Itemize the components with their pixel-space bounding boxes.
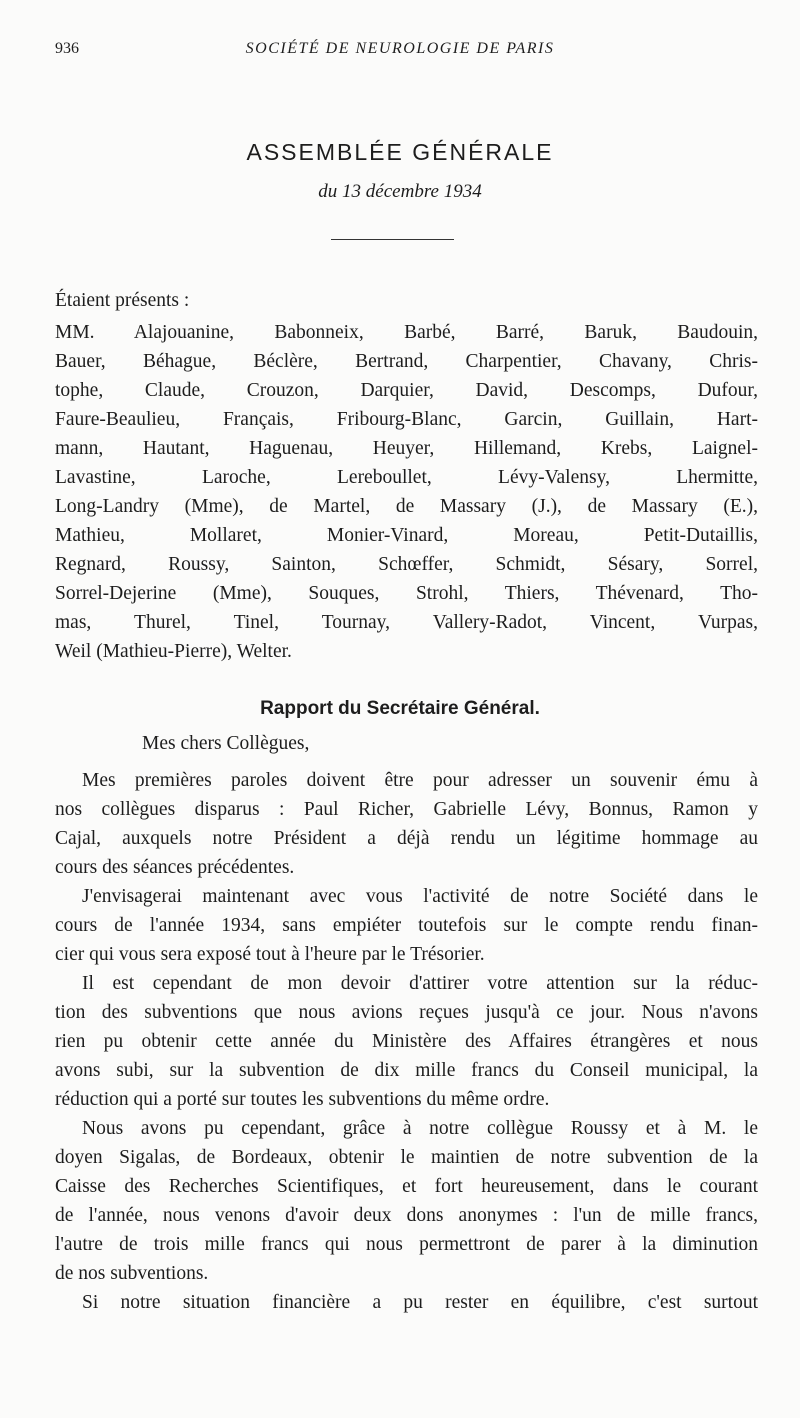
- running-head: [0, 40, 800, 64]
- body-line: tion des subventions que nous avions reçues jusqu'à ce jour. Nous n'avons: [55, 1002, 758, 1023]
- report-body: [55, 766, 758, 1317]
- body-line: cours de l'année 1934, sans empiéter toutefois sur le compte rendu finan-: [55, 915, 758, 936]
- page-number: 936: [55, 40, 79, 57]
- attendees-line: MM. Alajouanine, Babonneix, Barbé, Barré, Baruk, Baudouin,: [55, 322, 758, 343]
- body-line: nos collègues disparus : Paul Richer, Gabrielle Lévy, Bonnus, Ramon y: [55, 799, 758, 820]
- document-title: ASSEMBLÉE GÉNÉRALE: [246, 139, 554, 165]
- present-label-block: [55, 286, 758, 315]
- attendees-line: Mathieu, Mollaret, Monier-Vinard, Moreau, Petit-Dutaillis,: [55, 525, 758, 546]
- body-line: Si notre situation financière a pu rester en équilibre, c'est surtout: [82, 1292, 758, 1313]
- body-line: cours des séances précédentes.: [55, 857, 295, 878]
- present-label: Étaient présents :: [55, 290, 190, 311]
- attendees-line: mann, Hautant, Haguenau, Heuyer, Hillemand, Krebs, Laignel-: [55, 438, 758, 459]
- attendees-line: Regnard, Roussy, Sainton, Schœffer, Schmidt, Sésary, Sorrel,: [55, 554, 758, 575]
- attendees-line: Weil (Mathieu-Pierre), Welter.: [55, 641, 292, 662]
- attendees-line: Lavastine, Laroche, Lereboullet, Lévy-Valensy, Lhermitte,: [55, 467, 758, 488]
- body-line: cier qui vous sera exposé tout à l'heure par le Trésorier.: [55, 944, 485, 965]
- journal-title: SOCIÉTÉ DE NEUROLOGIE DE PARIS: [245, 40, 555, 57]
- salutation: Mes chers Collègues,: [142, 733, 310, 754]
- title-divider: [331, 239, 454, 240]
- body-line: Caisse des Recherches Scientifiques, et fort heureusement, dans le courant: [55, 1176, 758, 1197]
- body-line: de l'année, nous venons d'avoir deux dons anonymes : l'un de mille francs,: [55, 1205, 758, 1226]
- section-title: Rapport du Secrétaire Général.: [260, 698, 540, 719]
- attendees-line: Faure-Beaulieu, Français, Fribourg-Blanc, Garcin, Guillain, Hart-: [55, 409, 758, 430]
- body-line: rien pu obtenir cette année du Ministère des Affaires étrangères et nous: [55, 1031, 758, 1052]
- body-line: Mes premières paroles doivent être pour adresser un souvenir ému à: [82, 770, 758, 791]
- body-line: de nos subventions.: [55, 1263, 209, 1284]
- attendees-line: mas, Thurel, Tinel, Tournay, Vallery-Radot, Vincent, Vurpas,: [55, 612, 758, 633]
- body-line: Cajal, auxquels notre Président a déjà rendu un légitime hommage au: [55, 828, 758, 849]
- body-line: J'envisagerai maintenant avec vous l'activité de notre Société dans le: [82, 886, 758, 907]
- body-line: Nous avons pu cependant, grâce à notre collègue Roussy et à M. le: [82, 1118, 758, 1139]
- body-line: l'autre de trois mille francs qui nous permettront de parer à la diminution: [55, 1234, 758, 1255]
- attendees-line: Bauer, Béhague, Béclère, Bertrand, Charpentier, Chavany, Chris-: [55, 351, 758, 372]
- body-line: doyen Sigalas, de Bordeaux, obtenir le maintien de notre subvention de la: [55, 1147, 758, 1168]
- attendees-line: Long-Landry (Mme), de Martel, de Massary (J.), de Massary (E.),: [55, 496, 758, 517]
- body-line: réduction qui a porté sur toutes les subventions du même ordre.: [55, 1089, 550, 1110]
- attendees-line: Sorrel-Dejerine (Mme), Souques, Strohl, Thiers, Thévenard, Tho-: [55, 583, 758, 604]
- attendees-paragraph: [55, 318, 758, 666]
- document-subtitle: du 13 décembre 1934: [318, 181, 482, 202]
- body-line: Il est cependant de mon devoir d'attirer votre attention sur la réduc-: [82, 973, 758, 994]
- body-line: avons subi, sur la subvention de dix mille francs du Conseil municipal, la: [55, 1060, 758, 1081]
- attendees-line: tophe, Claude, Crouzon, Darquier, David, Descomps, Dufour,: [55, 380, 758, 401]
